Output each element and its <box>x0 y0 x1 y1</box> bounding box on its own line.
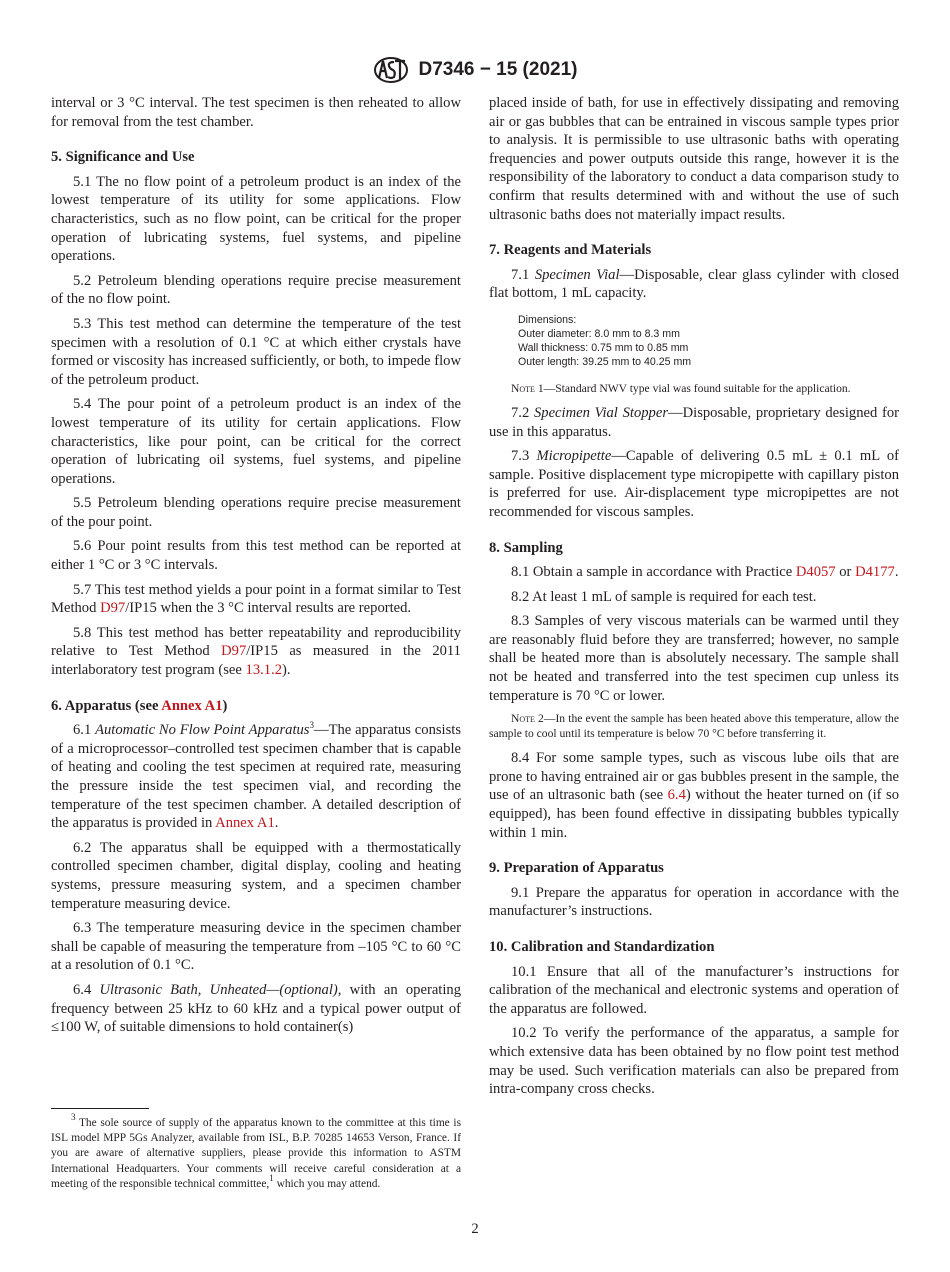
text: 6.3 The temperature measuring device in the specimen chamber shall be capable of measuring the temperature from –105 °C to 60 °C at a resolution of 0.1 °C. <box>51 920 461 974</box>
text: 5.8 This test method has better repeatability and reproducibility relative to Test Method <box>51 624 461 660</box>
text: 5.4 The pour point of a petroleum product is an index of the lowest temperature of its utility for certain applications. Flow characteristics, like pour point, can be critical for the correct operation of lubricating oil systems, fuel systems, and pipeline operations. <box>51 396 461 487</box>
text: 5.3 This test method can determine the temperature of the test specimen with a resolution of 0.1 °C at which either crystals have formed or viscosity has increased sufficiently, or both, to impede flow of the petroleum product. <box>51 315 461 388</box>
footnote-divider <box>51 1108 149 1109</box>
footnote-ref: 1 <box>269 1172 274 1183</box>
text: 6.2 The apparatus shall be equipped with a thermostatically controlled specimen chamber, digital display, cooling and heating systems, pressure measuring system, and a specimen chamber temperature measuring device. <box>51 839 461 912</box>
text: 9.1 Prepare the apparatus for operation in accordance with the manufacturer’s instructions. <box>489 884 899 920</box>
text: —Disposable, clear glass cylinder with closed flat bottom, 1 mL capacity. <box>489 266 899 302</box>
text: . <box>894 564 899 581</box>
cross-reference-link[interactable]: D97 <box>100 600 126 617</box>
paragraph <box>51 981 461 1037</box>
text: Specimen Vial <box>534 266 620 283</box>
text: /IP15 when the 3 °C interval results are reported. <box>125 600 412 617</box>
text: —Disposable, proprietary designed for use in this apparatus. <box>489 404 900 440</box>
text: 6. Apparatus (see <box>51 697 162 714</box>
text: 5.6 Pour point results from this test method can be reported at either 1 °C or 3 °C intervals. <box>51 538 461 574</box>
text: 6.1 <box>73 722 96 739</box>
section-heading <box>489 539 899 558</box>
note <box>489 381 899 396</box>
paragraph <box>489 94 899 224</box>
text: 8.4 For some sample types, such as viscous lube oils that are prone to having entrained air or gas bubbles present in the sample, the use of an ultrasonic bath (see <box>489 750 899 804</box>
text: —Capable of delivering 0.5 mL ± 0.1 mL of sample. Positive displacement type micropipette with capillary piston is preferred for use. Air-displacement type micropipettes are not recommended for viscous samples. <box>489 448 899 520</box>
text: 5.1 The no flow point of a petroleum product is an index of the lowest temperature of its utility for some applications. Flow characteristics, such as no flow point, can be critical for the proper operation of lubricating systems, fuel systems, and pipeline operations. <box>51 173 461 265</box>
right-column <box>489 94 899 1105</box>
paragraph <box>51 94 461 131</box>
footnote <box>51 1112 461 1192</box>
text: Outer diameter: 8.0 mm to 8.3 mm <box>518 327 680 340</box>
text: 5.5 Petroleum blending operations require precise measurement of the pour point. <box>51 495 461 530</box>
paragraph <box>51 624 461 680</box>
footnote-ref: 3 <box>309 720 314 731</box>
section-heading <box>489 241 899 260</box>
text: 9. Preparation of Apparatus <box>489 860 664 877</box>
paragraph <box>489 563 899 582</box>
text: 8.2 At least 1 mL of sample is required for each test. <box>511 588 817 605</box>
text: Ultrasonic Bath, Unheated—(optional), <box>99 981 342 998</box>
paragraph <box>489 884 899 921</box>
dimensions-list <box>518 313 899 369</box>
text: 8.3 Samples of very viscous materials can be warmed until they are reasonably fluid before they are transferred; however, no sample shall be heated more than is absolutely necessary. The sample shall not be heated and transferred into the test specimen cup unless its temperature is 70 °C or lower. <box>489 613 899 704</box>
paragraph <box>51 494 461 531</box>
paragraph <box>51 581 461 618</box>
cross-reference-link[interactable]: 6.4 <box>667 787 686 804</box>
section-heading <box>51 148 461 167</box>
left-column <box>51 94 461 1043</box>
text: Micropipette <box>536 448 612 465</box>
astm-logo-icon <box>373 56 409 84</box>
paragraph <box>51 721 461 833</box>
text: Outer length: 39.25 mm to 40.25 mm <box>518 355 692 368</box>
text: /IP15 as measured in the 2011 interlaboratory test program (see <box>51 643 461 679</box>
text: 5.2 Petroleum blending operations require precise measurement of the no flow point. <box>51 272 461 308</box>
paragraph <box>51 315 461 389</box>
text: Note <box>511 712 535 726</box>
cross-reference-link[interactable]: D4057 <box>795 564 836 581</box>
text: . <box>274 815 279 832</box>
text: 5. Significance and Use <box>51 149 195 166</box>
paragraph <box>489 612 899 705</box>
text: with an operating frequency between 25 kHz to 60 kHz and a typical power output of ≤100 W, of suitable dimensions to hold container(s) <box>51 981 461 1036</box>
paragraph <box>489 749 899 842</box>
text: 7.1 <box>511 266 535 283</box>
paragraph <box>489 404 899 441</box>
paragraph <box>489 588 899 607</box>
text: ) <box>222 697 228 714</box>
footnote-mark: 3 <box>71 1112 76 1122</box>
cross-reference-link[interactable]: 13.1.2 <box>245 662 282 679</box>
cross-reference-link[interactable]: Annex A1 <box>215 815 275 832</box>
paragraph <box>51 173 461 266</box>
text: 7.2 <box>511 404 534 421</box>
text: 8.1 Obtain a sample in accordance with Practice <box>511 564 796 581</box>
cross-reference-link[interactable]: Annex A1 <box>161 697 223 714</box>
paragraph <box>51 839 461 913</box>
paragraph <box>489 447 899 521</box>
document-id: D7346 − 15 (2021) <box>418 59 578 80</box>
note <box>489 711 899 741</box>
footnote-text: The sole source of supply of the apparatus known to the committee at this time is ISL model MPP 5Gs Analyzer, available from ISL, B.P. 70285 14653 Verson, France. If you are aware of alternative suppliers, please provide this information to ASTM International Headquarters. Your comments will receive careful consideration at a meeting of the responsible technical committee, <box>51 1117 461 1190</box>
section-heading <box>489 938 899 957</box>
text: 6.4 <box>73 981 100 998</box>
text: interval or 3 °C interval. The test specimen is then reheated to allow for removal from the test chamber. <box>51 95 461 130</box>
text: 10.2 To verify the performance of the apparatus, a sample for which extensive data has been obtained by no flow point test method may be used. Such verification materials can also be prepared from intra-company cross checks. <box>489 1025 899 1098</box>
paragraph <box>489 963 899 1019</box>
text: 7. Reagents and Materials <box>489 242 652 259</box>
text: Wall thickness: 0.75 mm to 0.85 mm <box>518 341 689 354</box>
paragraph <box>51 919 461 975</box>
section-heading <box>489 859 899 878</box>
cross-reference-link[interactable]: D97 <box>221 643 247 660</box>
text: Dimensions: <box>518 313 577 326</box>
text: 1—Standard NWV type vial was found suitable for the application. <box>534 381 851 395</box>
section-heading <box>51 697 461 716</box>
text: 10.1 Ensure that all of the manufacturer’s instructions for calibration of the mechanical and electronic systems and operation of the apparatus are followed. <box>489 963 899 1017</box>
page-header <box>0 56 950 84</box>
text: or <box>835 564 856 581</box>
text: Note <box>511 381 535 395</box>
text: 7.3 <box>511 448 537 465</box>
paragraph <box>489 1024 899 1098</box>
paragraph <box>51 272 461 309</box>
text: 2—In the event the sample has been heated above this temperature, allow the sample to cool until its temperature is below 70 °C before transferring it. <box>489 712 899 741</box>
text: ). <box>282 662 291 679</box>
text: ) without the heater turned on (if so equipped), has been found effective in dissipating bubbles typically within 1 min. <box>489 787 899 841</box>
text: 10. Calibration and Standardization <box>489 939 715 955</box>
text: 5.7 This test method yields a pour point in a format similar to Test Method <box>51 581 461 617</box>
paragraph <box>489 266 899 303</box>
cross-reference-link[interactable]: D4177 <box>855 564 895 581</box>
footnote-text-end: which you may attend. <box>273 1177 381 1190</box>
text: placed inside of bath, for use in effectively dissipating and removing air or gas bubbles that can be entrained in viscous sample types prior to analysis. It is permissible to use ultrasonic baths with operating frequencies and power outputs outside this range, however it is the responsibility of the laboratory to conduct a data comparison study to confirm that results determined with and without the use of such ultrasonic baths does not materially impact results. <box>489 95 899 223</box>
paragraph <box>51 537 461 574</box>
text: —The apparatus consists of a microprocessor–controlled test specimen chamber that is capable of heating and cooling the test specimen at required rate, measuring the pressure inside the test specimen vial, and recording the temperature of the test specimen chamber. A detailed description of the apparatus is provided in <box>51 722 462 832</box>
paragraph <box>51 395 461 488</box>
page-number: 2 <box>471 1221 479 1237</box>
text: Specimen Vial Stopper <box>533 404 668 421</box>
text: Automatic No Flow Point Apparatus <box>95 722 310 739</box>
text: 8. Sampling <box>489 539 563 556</box>
